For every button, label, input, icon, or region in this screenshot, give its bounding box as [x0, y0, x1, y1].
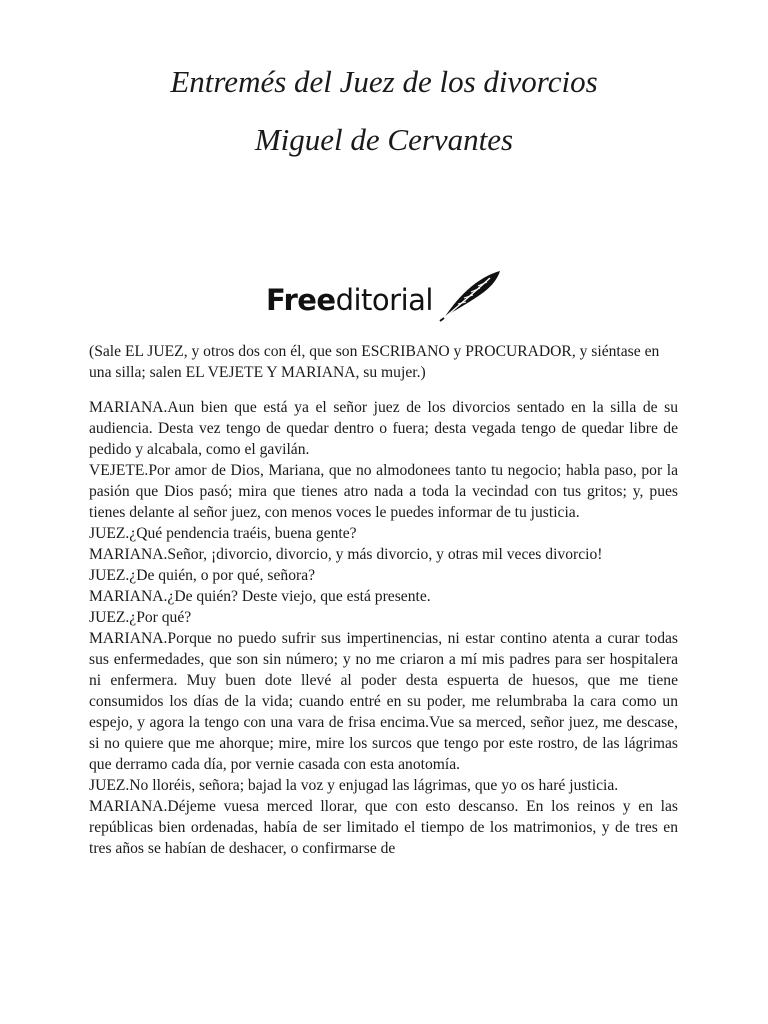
document-author: Miguel de Cervantes — [254, 122, 514, 157]
dialogue-line: MARIANA.Déjeme vuesa merced llorar, que con esto descanso. En los reinos y en las repúblicas bien ordenadas, había de ser limitado el tiempo de los matrimonios, y de tres en tres años se habían de deshacer, o confirmarse de — [89, 798, 678, 857]
dialogue-line: MARIANA.Porque no puedo sufrir sus impertinencias, ni estar contino atenta a curar todas sus enfermedades, que son sin número; y no me criaron a mí mis padres para ser hospitalera ni enfermera. Muy buen dote llevé al poder desta espuerta de huesos, que me tiene consumidos los días de la vida; cuando entré en su poder, me relumbraba la cara como un espejo, y agora la tengo con una vara de frisa encima.Vue sa merced, señor juez, me descase, si no quiere que me ahorque; mire, mire los surcos que tengo por este rostro, de las lágrimas que derramo cada día, por vernie casada con esta anotomía. — [89, 630, 678, 773]
dialogue-line: JUEZ.¿Por qué? — [89, 609, 192, 626]
logo-text-regular: ditorial — [335, 283, 433, 317]
dialogue-line: MARIANA.Aun bien que está ya el señor juez de los divorcios sentado en la silla de su audiencia. Desta vez tengo de quedar dentro o fuera; desta vegada tengo de quedar libre de pedido y alcabala, como el gavilán. — [89, 399, 678, 458]
dialogue-line: JUEZ.¿Qué pendencia traéis, buena gente? — [89, 525, 357, 542]
stage-direction: (Sale EL JUEZ, y otros dos con él, que son ESCRIBANO y PROCURADOR, y siéntase en una silla; salen EL VEJETE Y MARIANA, su mujer.) — [89, 343, 660, 381]
publisher-logo — [266, 268, 506, 324]
logo-text-bold: Free — [266, 283, 336, 317]
dialogue-line: JUEZ.No lloréis, señora; bajad la voz y enjugad las lágrimas, que yo os haré justicia. — [89, 777, 619, 794]
play-text — [89, 341, 678, 859]
dialogue-line: VEJETE.Por amor de Dios, Mariana, que no almodonees tanto tu negocio; habla paso, por la pasión que Dios pasó; mira que tienes atro nada a toda la vecindad con tus gritos; y, pues tienes delante al señor juez, con menos voces le puedes informar de tu justicia. — [89, 462, 678, 521]
publisher-logo-text — [266, 282, 433, 318]
document-title: Entremés del Juez de los divorcios — [170, 64, 598, 99]
dialogue-line: MARIANA.Señor, ¡divorcio, divorcio, y más divorcio, y otras mil veces divorcio! — [89, 546, 603, 563]
dialogue-line: JUEZ.¿De quién, o por qué, señora? — [89, 567, 316, 584]
quill-feather-icon — [438, 268, 502, 322]
dialogue-line: MARIANA.¿De quién? Deste viejo, que está presente. — [89, 588, 431, 605]
